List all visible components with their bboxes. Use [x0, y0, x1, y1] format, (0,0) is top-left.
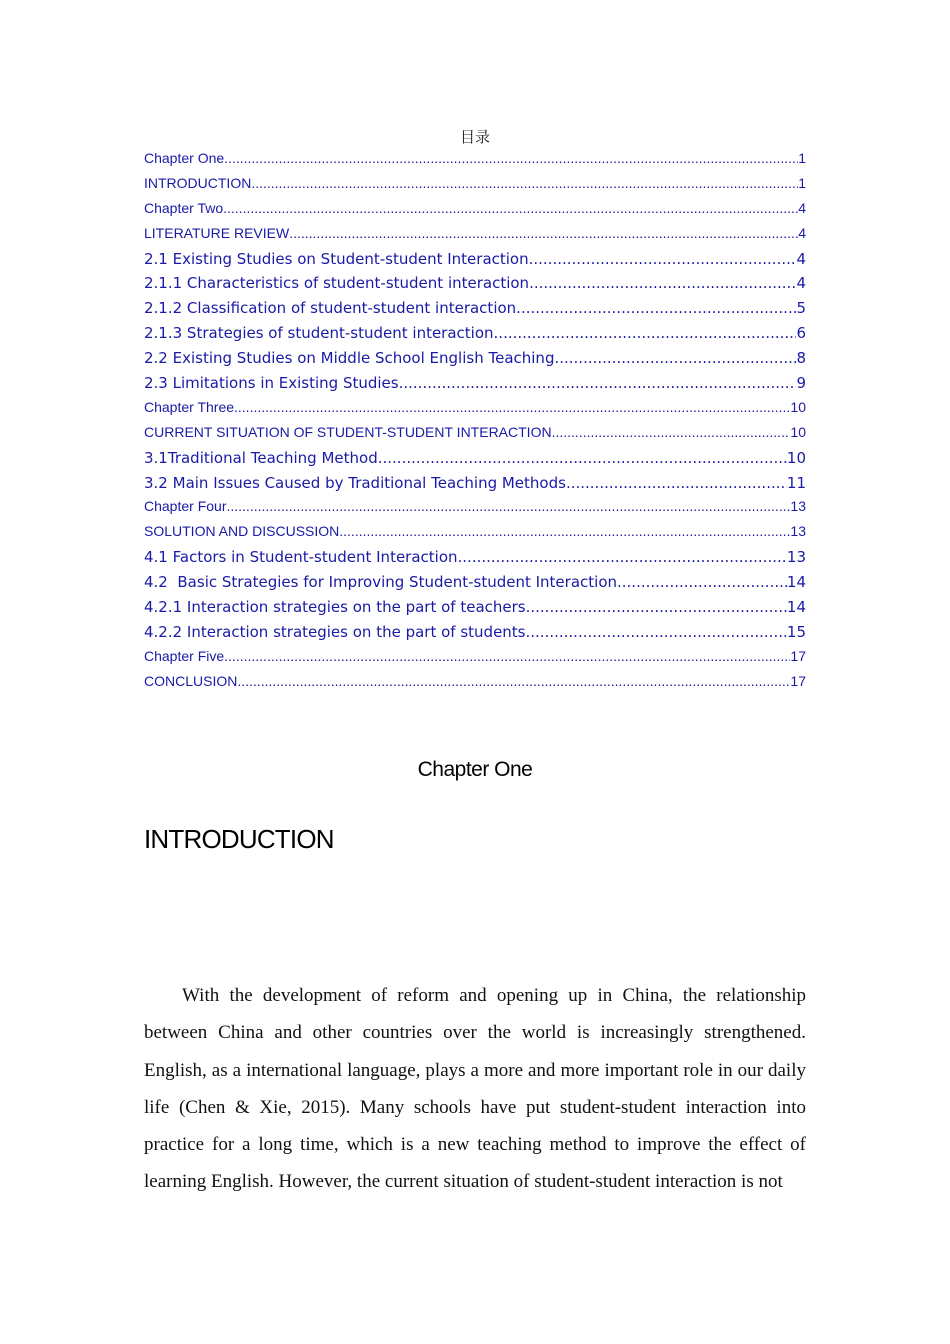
- toc-item: [144, 200, 806, 225]
- toc-item: [144, 225, 806, 250]
- toc-page-number: 4: [796, 249, 806, 268]
- toc-dot-leader: [399, 374, 797, 392]
- toc-page-number: 5: [796, 299, 806, 318]
- toc-dot-leader: [234, 399, 790, 415]
- toc-dot-leader: [339, 523, 790, 539]
- toc-dot-leader: [458, 548, 787, 566]
- toc-page-number: 1: [798, 150, 806, 166]
- toc-item: [144, 573, 806, 598]
- toc-page-number: 9: [796, 374, 806, 393]
- toc-page-number: 17: [790, 647, 806, 664]
- toc-dot-leader: [516, 299, 796, 317]
- toc-page-number: 14: [786, 598, 806, 617]
- toc-item: [144, 449, 806, 474]
- toc-entry-text: CURRENT SITUATION OF STUDENT-STUDENT INTERACTION: [144, 423, 552, 440]
- toc-item: [144, 623, 806, 648]
- toc-dot-leader: [617, 573, 787, 591]
- toc-page-number: 11: [786, 473, 806, 492]
- toc-entry-text: 2.1.2 Classification of student-student interaction: [144, 299, 517, 318]
- toc-link[interactable]: [144, 175, 806, 200]
- toc-dot-leader: [224, 150, 798, 166]
- toc-link[interactable]: [144, 449, 806, 474]
- toc-entry-text: 2.1.3 Strategies of student-student interaction: [144, 324, 494, 343]
- toc-item: [144, 349, 806, 374]
- toc-entry-text: 3.2 Main Issues Caused by Traditional Teaching Methods: [144, 473, 566, 492]
- toc-link[interactable]: [144, 349, 806, 374]
- toc-link[interactable]: [144, 523, 806, 548]
- toc-link[interactable]: [144, 573, 806, 598]
- toc-dot-leader: [526, 598, 787, 616]
- toc-item: [144, 299, 806, 324]
- toc-dot-leader: [251, 175, 798, 191]
- toc-item: [144, 424, 806, 449]
- toc-title: 目录: [459, 128, 490, 146]
- toc-entry-text: 2.2 Existing Studies on Middle School English Teaching: [144, 349, 555, 368]
- toc-dot-leader: [223, 200, 798, 216]
- toc-dot-leader: [526, 623, 787, 641]
- chapter-title: INTRODUCTION: [144, 824, 334, 854]
- toc-item: [144, 250, 806, 275]
- toc-entry-text: 4.2.2 Interaction strategies on the part of students: [144, 622, 526, 641]
- toc-item: [144, 498, 806, 523]
- toc-page-number: 4: [798, 224, 806, 241]
- chapter-heading: Chapter One: [417, 758, 533, 781]
- toc-page-number: 13: [790, 498, 806, 515]
- toc-link[interactable]: [144, 623, 806, 648]
- toc-item: [144, 474, 806, 499]
- toc-entry-text: CONCLUSION: [144, 672, 238, 689]
- toc-entry-text: Chapter Four: [144, 498, 227, 515]
- toc-item: [144, 324, 806, 349]
- toc-item: [144, 648, 806, 673]
- toc-entry-text: 3.1Traditional Teaching Method: [144, 448, 378, 467]
- toc-link[interactable]: [144, 598, 806, 623]
- toc-page-number: 10: [790, 398, 806, 415]
- toc-link[interactable]: [144, 274, 806, 299]
- toc-page-number: 8: [796, 349, 806, 368]
- toc-dot-leader: [552, 424, 791, 440]
- toc-link[interactable]: [144, 324, 806, 349]
- toc-item: [144, 399, 806, 424]
- toc-page-number: 6: [796, 324, 806, 343]
- toc-link[interactable]: [144, 648, 806, 673]
- toc-link[interactable]: [144, 374, 806, 399]
- toc-item: [144, 374, 806, 399]
- toc-entry-text: 4.2.1 Interaction strategies on the part of teachers: [144, 598, 526, 617]
- toc-dot-leader: [237, 673, 790, 689]
- toc-entry-text: Chapter Five: [144, 647, 225, 664]
- toc-dot-leader: [289, 225, 798, 241]
- toc-entry-text: 2.3 Limitations in Existing Studies: [144, 374, 399, 393]
- toc-page-number: 10: [786, 448, 806, 467]
- toc-dot-leader: [494, 324, 797, 342]
- toc-entry-text: 2.1.1 Characteristics of student-student interaction: [144, 274, 530, 293]
- toc-item: [144, 673, 806, 698]
- toc-entry-text: Chapter One: [144, 150, 225, 166]
- toc-entry-text: INTRODUCTION: [144, 174, 252, 191]
- toc-link[interactable]: [144, 548, 806, 573]
- toc-item: [144, 150, 806, 175]
- toc-item: [144, 175, 806, 200]
- toc-link[interactable]: [144, 673, 806, 698]
- toc-entry-text: 2.1 Existing Studies on Student-student Interaction: [144, 249, 529, 268]
- toc-page-number: 13: [786, 548, 806, 567]
- toc-dot-leader: [378, 449, 787, 467]
- toc-link[interactable]: [144, 498, 806, 523]
- toc-dot-leader: [529, 250, 797, 268]
- toc-item: [144, 548, 806, 573]
- toc-link[interactable]: [144, 250, 806, 275]
- table-of-contents: [144, 150, 806, 698]
- toc-page-number: 4: [796, 274, 806, 293]
- toc-link[interactable]: [144, 474, 806, 499]
- toc-entry-text: LITERATURE REVIEW: [144, 224, 290, 241]
- toc-dot-leader: [566, 474, 787, 492]
- toc-entry-text: Chapter Three: [144, 398, 235, 415]
- toc-entry-text: SOLUTION AND DISCUSSION: [144, 523, 340, 540]
- toc-page-number: 15: [786, 622, 806, 641]
- toc-page-number: 14: [786, 573, 806, 592]
- toc-link[interactable]: [144, 299, 806, 324]
- toc-page-number: 1: [798, 174, 806, 191]
- toc-entry-text: 4.2 Basic Strategies for Improving Student-student Interaction: [144, 573, 617, 592]
- toc-item: [144, 523, 806, 548]
- toc-link[interactable]: [144, 225, 806, 250]
- toc-link[interactable]: [144, 200, 806, 225]
- toc-page-number: 4: [798, 199, 806, 216]
- toc-link[interactable]: [144, 399, 806, 424]
- toc-dot-leader: [554, 349, 796, 367]
- toc-link[interactable]: [144, 424, 806, 449]
- toc-entry-text: Chapter Two: [144, 199, 224, 216]
- toc-dot-leader: [226, 498, 790, 514]
- toc-entry-text: 4.1 Factors in Student-student Interaction: [144, 548, 458, 567]
- toc-dot-leader: [529, 274, 796, 292]
- body-paragraph: With the development of reform and opening up in China, the relationship between China and other countries over the world is increasingly strengthened. English, as a international language, plays a more and more important role in our daily life (Chen & Xie, 2015). Many schools have put student-student interaction into practice for a long time, which is a new teaching method to improve the effect of learning English. However, the current situation of student-student interaction is not: [144, 985, 806, 1193]
- toc-page-number: 13: [790, 523, 806, 540]
- toc-link[interactable]: [144, 150, 806, 175]
- toc-item: [144, 598, 806, 623]
- toc-item: [144, 274, 806, 299]
- toc-page-number: 10: [790, 423, 806, 440]
- toc-dot-leader: [224, 648, 790, 664]
- toc-page-number: 17: [790, 672, 806, 689]
